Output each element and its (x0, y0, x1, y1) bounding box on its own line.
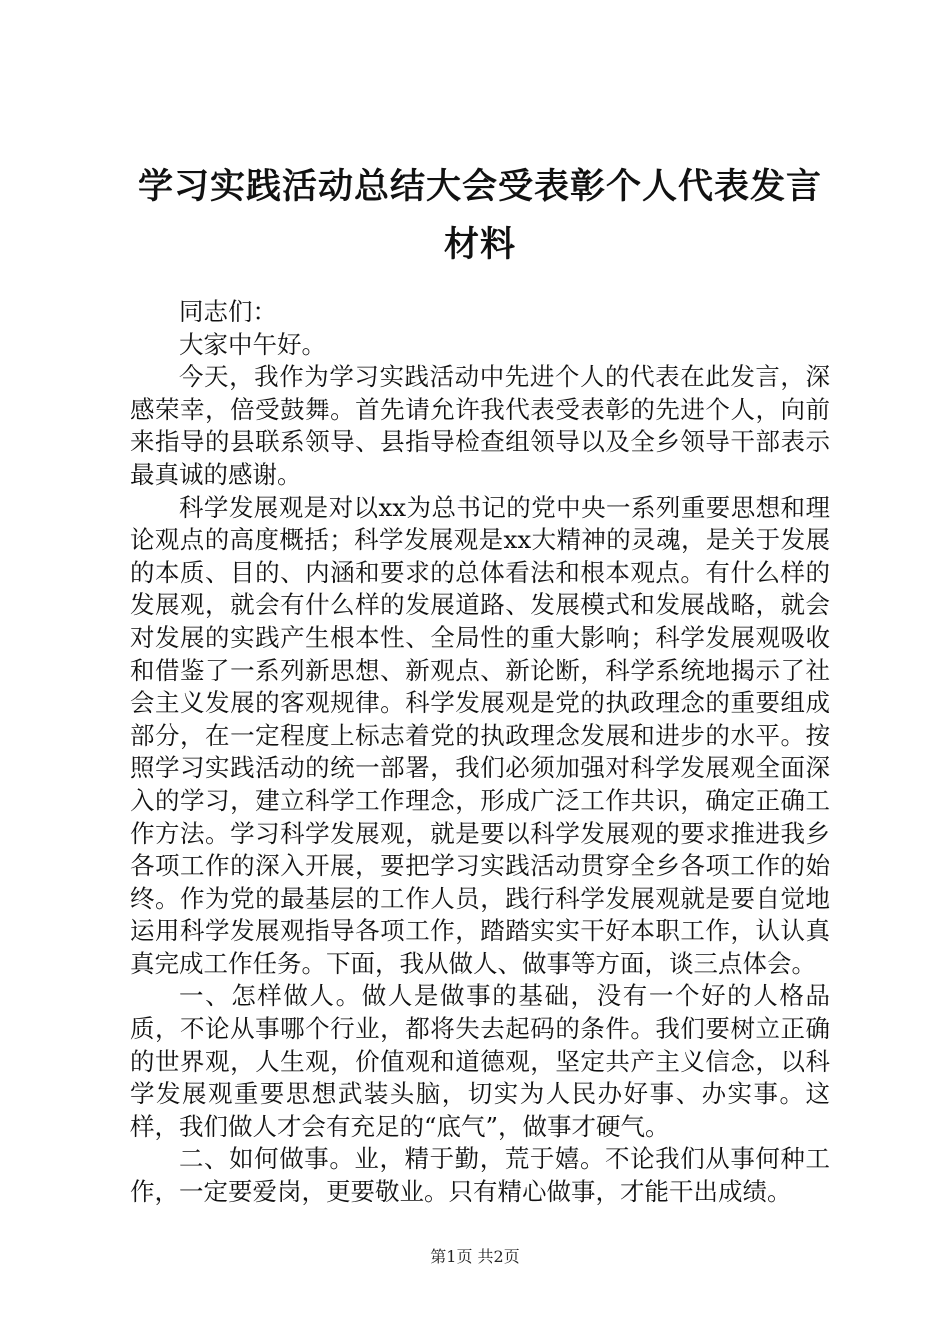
document-body (130, 296, 830, 1209)
paragraph-greeting: 大家中午好。 (179, 329, 326, 359)
paragraph-intro: 今天，我作为学习实践活动中先进个人的代表在此发言，深感荣幸，倍受鼓舞。首先请允许我代表受表彰的先进个人，向前来指导的县联系领导、县指导检查组领导以及全乡领导干部表示最真诚的感谢。 (130, 362, 830, 489)
paragraph-point-one: 一、怎样做人。做人是做事的基础，没有一个好的人格品质，不论从事哪个行业，都将失去起码的条件。我们要树立正确的世界观，人生观，价值观和道德观，坚定共产主义信念，以科学发展观重要思想武装头脑，切实为人民办好事、办实事。这样，我们做人才会有充足的“底气”，做事才硬气。 (130, 981, 830, 1141)
paragraph-point-two: 二、如何做事。业，精于勤，荒于嬉。不论我们从事何种工作，一定要爱岗，更要敬业。只有精心做事，才能干出成绩。 (130, 1144, 830, 1207)
paragraph-salutation: 同志们： (179, 297, 277, 326)
document-title: 学习实践活动总结大会受表彰个人代表发言材料 (137, 167, 822, 265)
paragraph-scientific-outlook: 科学发展观是对以xx为总书记的党中央一系列重要思想和理论观点的高度概括；科学发展观是xx大精神的灵魂，是关于发展的本质、目的、内涵和要求的总体看法和根本观点。有什么样的发展观，就会有什么样的发展道路、发展模式和发展战略，就会对发展的实践产生根本性、全局性的重大影响；科学发展观吸收和借鉴了一系列新思想、新观点、新论断，科学系统地揭示了社会主义发展的客观规律。科学发展观是党的执政理念的重要组成部分，在一定程度上标志着党的执政理念发展和进步的水平。按照学习实践活动的统一部署，我们必须加强对科学发展观全面深入的学习，建立科学工作理念，形成广泛工作共识，确定正确工作方法。学习科学发展观，就是要以科学发展观的要求推进我乡各项工作的深入开展，要把学习实践活动贯穿全乡各项工作的始终。作为党的最基层的工作人员，践行科学发展观就是要自觉地运用科学发展观指导各项工作，踏踏实实干好本职工作，认认真真完成工作任务。下面，我从做人、做事等方面，谈三点体会。 (130, 492, 830, 978)
page-footer: 第1页 共2页 (430, 1247, 520, 1266)
